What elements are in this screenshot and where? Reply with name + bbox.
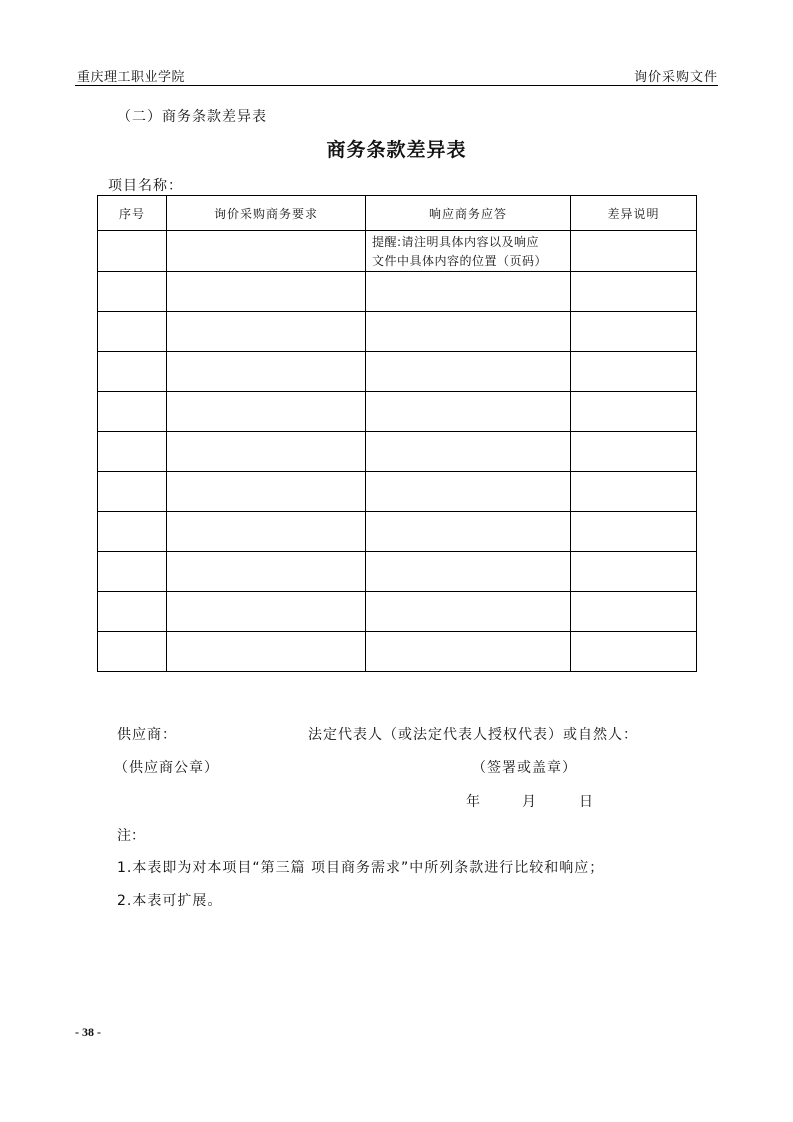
- table-cell: [167, 592, 366, 632]
- table-cell: [571, 472, 697, 512]
- table-cell: [167, 272, 366, 312]
- table-cell: [366, 592, 571, 632]
- sign-or-stamp-label: （签署或盖章）: [472, 760, 577, 776]
- table-cell: [167, 352, 366, 392]
- column-header-requirement: 询价采购商务要求: [167, 196, 366, 231]
- table-header-row: [98, 196, 697, 231]
- page-number: - 38 -: [75, 1025, 101, 1039]
- table-cell: [366, 632, 571, 672]
- table-cell: [167, 392, 366, 432]
- table-cell: [571, 632, 697, 672]
- table-row: [98, 312, 697, 352]
- hint-line-2: 文件中具体内容的位置（页码）: [372, 254, 548, 268]
- legal-representative-label: 法定代表人（或法定代表人授权代表）或自然人：: [308, 727, 638, 743]
- table-cell: [571, 272, 697, 312]
- table-cell: [98, 312, 167, 352]
- table-cell: [98, 432, 167, 472]
- table-row: [98, 632, 697, 672]
- table-cell: [571, 352, 697, 392]
- table-row: [98, 272, 697, 312]
- table-cell: [98, 392, 167, 432]
- table-cell: [167, 552, 366, 592]
- table-cell: [98, 512, 167, 552]
- table-cell: [366, 432, 571, 472]
- table-cell: [571, 552, 697, 592]
- table-cell: [366, 552, 571, 592]
- section-heading: （二）商务条款差异表: [117, 109, 267, 125]
- table-cell: [98, 231, 167, 272]
- table-cell: [571, 432, 697, 472]
- table-cell: [98, 552, 167, 592]
- table-cell: [98, 632, 167, 672]
- table-cell: [167, 632, 366, 672]
- table-cell: [571, 512, 697, 552]
- note-item-2: 2.本表可扩展。: [117, 893, 223, 909]
- table-cell: [366, 352, 571, 392]
- table-cell: [98, 592, 167, 632]
- hint-line-1: 提醒:请注明具体内容以及响应: [372, 235, 540, 249]
- column-header-difference: 差异说明: [571, 196, 697, 231]
- table-row: [98, 512, 697, 552]
- table-cell: [167, 472, 366, 512]
- table-row: [98, 352, 697, 392]
- table-row: [98, 432, 697, 472]
- difference-table: [97, 195, 697, 672]
- date-year-label: 年: [466, 794, 480, 810]
- table-cell: [98, 352, 167, 392]
- table-cell: [167, 312, 366, 352]
- table-cell: [167, 512, 366, 552]
- date-month-label: 月: [522, 794, 536, 810]
- note-item-1: 1.本表即为对本项目“第三篇 项目商务需求”中所列条款进行比较和响应；: [117, 860, 605, 876]
- table-cell: [366, 312, 571, 352]
- table-cell-hint: [366, 231, 571, 272]
- table-cell: [98, 272, 167, 312]
- table-cell: [571, 592, 697, 632]
- column-header-response: 响应商务应答: [366, 196, 571, 231]
- project-name-label: 项目名称：: [108, 178, 183, 194]
- header-rule: [75, 85, 718, 86]
- table-cell: [167, 432, 366, 472]
- table-cell: [366, 272, 571, 312]
- table-cell: [366, 512, 571, 552]
- supplier-label: 供应商：: [117, 727, 177, 743]
- table-cell: [571, 231, 697, 272]
- table-row: [98, 472, 697, 512]
- table-cell: [366, 392, 571, 432]
- notes-title: 注：: [117, 828, 145, 844]
- header-institution: 重庆理工职业学院: [77, 70, 186, 85]
- table-cell: [571, 392, 697, 432]
- table-cell: [366, 472, 571, 512]
- table-row: [98, 592, 697, 632]
- page-title: 商务条款差异表: [326, 139, 467, 161]
- table-cell: [98, 472, 167, 512]
- table-cell: [167, 231, 366, 272]
- table-cell: [571, 312, 697, 352]
- table-row: [98, 392, 697, 432]
- supplier-seal-label: （供应商公章）: [114, 760, 219, 776]
- column-header-index: 序号: [98, 196, 167, 231]
- table-row: [98, 231, 697, 272]
- header-doc-type: 询价采购文件: [633, 70, 718, 85]
- table-row: [98, 552, 697, 592]
- date-day-label: 日: [579, 794, 593, 810]
